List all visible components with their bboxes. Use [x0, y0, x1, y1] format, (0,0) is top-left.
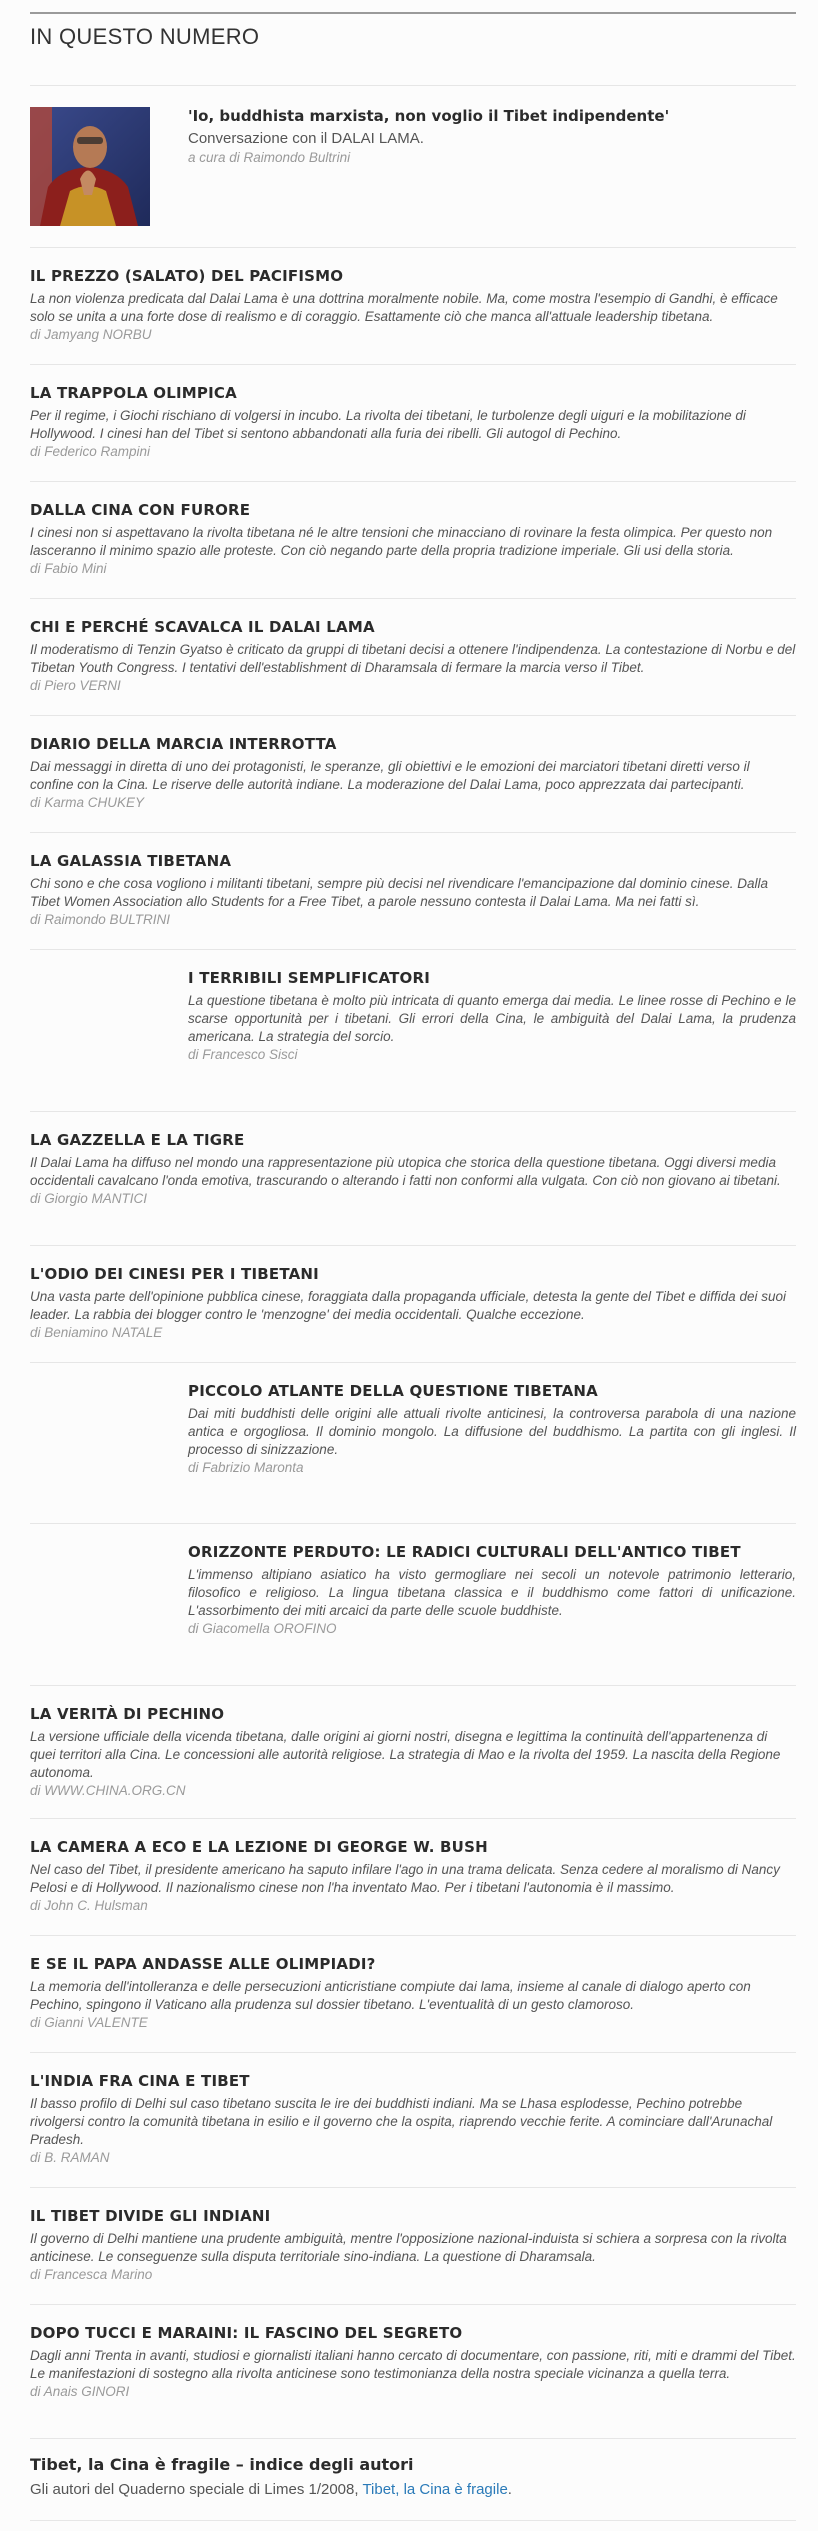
- article-description: Dagli anni Trenta in avanti, studiosi e giornalisti italiani hanno cercato di documentare, con passione, riti, miti e drammi del Tibet. Le manifestazioni di sostegno alla rivolta anticinese sono testimonianza della nostra speciale vicinanza a quella terra.: [30, 2348, 796, 2381]
- article-title[interactable]: PICCOLO ATLANTE DELLA QUESTIONE TIBETANA: [188, 1382, 598, 1400]
- divider: [30, 1111, 796, 1112]
- author-index-title[interactable]: Tibet, la Cina è fragile – indice degli autori: [30, 2455, 414, 2474]
- article[interactable]: [30, 2071, 796, 2167]
- divider: [30, 715, 796, 716]
- article[interactable]: [188, 1381, 796, 1477]
- article-title[interactable]: L'ODIO DEI CINESI PER I TIBETANI: [30, 1265, 319, 1283]
- divider: [30, 85, 796, 86]
- article-title[interactable]: LA VERITÀ DI PECHINO: [30, 1705, 225, 1723]
- divider: [30, 2187, 796, 2188]
- divider: [30, 247, 796, 248]
- article-description: Chi sono e che cosa vogliono i militanti tibetani, sempre più decisi nel rivendicare l'emancipazione dal dominio cinese. Dalla Tibet Women Association allo Students for a Free Tibet, a parole nessuno contesta il Dalai Lama. Ma nei fatti sì.: [30, 876, 768, 909]
- dalai-lama-photo: [30, 107, 150, 226]
- article-author: di Fabio Mini: [30, 561, 107, 576]
- article-author: di Piero VERNI: [30, 678, 121, 693]
- article-title[interactable]: LA GALASSIA TIBETANA: [30, 852, 232, 870]
- featured-subtitle: Conversazione con il DALAI LAMA.: [188, 130, 424, 147]
- page-title: IN QUESTO NUMERO: [30, 24, 260, 49]
- article[interactable]: [30, 851, 796, 929]
- article[interactable]: [30, 734, 796, 812]
- article[interactable]: [30, 617, 796, 695]
- divider: [30, 364, 796, 365]
- article-author: di Fabrizio Maronta: [188, 1460, 304, 1475]
- article[interactable]: [30, 500, 796, 578]
- divider: [30, 1245, 796, 1246]
- featured-author: a cura di Raimondo Bultrini: [188, 150, 351, 165]
- article[interactable]: [30, 1704, 796, 1800]
- article-author: di B. RAMAN: [30, 2150, 110, 2165]
- article[interactable]: [30, 1130, 796, 1208]
- divider: [30, 598, 796, 599]
- article-title[interactable]: DIARIO DELLA MARCIA INTERROTTA: [30, 735, 337, 753]
- article[interactable]: [30, 383, 796, 461]
- article-title[interactable]: IL PREZZO (SALATO) DEL PACIFISMO: [30, 267, 344, 285]
- divider: [30, 1362, 796, 1363]
- divider: [30, 1935, 796, 1936]
- article-author: di Karma CHUKEY: [30, 795, 145, 810]
- article-description: Una vasta parte dell'opinione pubblica cinese, foraggiata dalla propaganda ufficiale, detesta la gente del Tibet e diffida dei suoi leader. La rabbia dei blogger contro le 'menzogne' dei media occidentali. Qualche eccezione.: [30, 1289, 786, 1322]
- article[interactable]: [30, 2323, 796, 2401]
- article-title[interactable]: E SE IL PAPA ANDASSE ALLE OLIMPIADI?: [30, 1955, 376, 1973]
- article-description: La questione tibetana è molto più intricata di quanto emerga dai media. Le linee rosse di Pechino e le scarse opportunità per i tibetani. Gli errori della Cina, le ambiguità del Dalai Lama, la prudenza americana. La strategia del sorcio.: [188, 993, 796, 1044]
- featured-image[interactable]: [30, 107, 150, 226]
- article-description: La non violenza predicata dal Dalai Lama è una dottrina moralmente nobile. Ma, come mostra l'esempio di Gandhi, è efficace solo se unita a una forte dose di realismo e di coraggio. Esattamente ciò che manca all'attuale leadership tibetana.: [30, 291, 778, 324]
- article-description: Dai messaggi in diretta di uno dei protagonisti, le speranze, gli obiettivi e le emozioni dei marciatori tibetani diretti verso il confine con la Cina. Le riserve delle autorità indiane. La moderazione del Dalai Lama, poco apprezzata dai partecipanti.: [30, 759, 750, 792]
- author-index-link[interactable]: Tibet, la Cina è fragile: [362, 2481, 508, 2498]
- article-author: di John C. Hulsman: [30, 1898, 148, 1913]
- article-description: I cinesi non si aspettavano la rivolta tibetana né le altre tensioni che minacciano di rovinare la festa olimpica. Per questo non lasceranno il minimo spazio alle proteste. Con ciò negando parte della propria tradizione imperiale. Gli usi della storia.: [30, 525, 773, 558]
- divider: [30, 1818, 796, 1819]
- divider: [30, 949, 796, 950]
- article-title[interactable]: LA CAMERA A ECO E LA LEZIONE DI GEORGE W. BUSH: [30, 1838, 488, 1856]
- divider: [30, 1685, 796, 1686]
- article-author: di WWW.CHINA.ORG.CN: [30, 1783, 186, 1798]
- article-description: Il Dalai Lama ha diffuso nel mondo una rappresentazione più utopica che storica della questione tibetana. Oggi diversi media occidentali cavalcano l'onda emotiva, trascurando o alterando i fatti non conformi alla vulgata. Con ciò non giovano ai tibetani.: [30, 1155, 781, 1188]
- article[interactable]: [30, 1954, 796, 2032]
- article-description: Il governo di Delhi mantiene una prudente ambiguità, mentre l'opposizione nazional-induista si schiera a sorpresa con la rivolta anticinese. Le conseguenze sulla disputa territoriale sino-indiana. La questione di Dharamsala.: [30, 2231, 787, 2264]
- article[interactable]: [30, 1264, 796, 1342]
- featured-article[interactable]: [188, 106, 796, 167]
- divider: [30, 1523, 796, 1524]
- featured-title[interactable]: 'Io, buddhista marxista, non voglio il Tibet indipendente': [188, 107, 670, 125]
- article-description: La versione ufficiale della vicenda tibetana, dalle origini ai giorni nostri, disegna e legittima la continuità dell'appartenenza di quei territori alla Cina. Le concessioni alle autorità religiose. La strategia di Mao e la rivolta del 1959. La nascita della Regione autonoma.: [30, 1729, 781, 1780]
- article-author: di Beniamino NATALE: [30, 1325, 163, 1340]
- article-author: di Raimondo BULTRINI: [30, 912, 171, 927]
- article-author: di Jamyang NORBU: [30, 327, 152, 342]
- article[interactable]: [188, 1542, 796, 1638]
- article[interactable]: [30, 266, 796, 344]
- article-author: di Francesca Marino: [30, 2267, 153, 2282]
- article-description: La memoria dell'intolleranza e delle persecuzioni anticristiane compiute dai lama, insieme al canale di dialogo aperto con Pechino, spingono il Vaticano alla prudenza sul dossier tibetano. L'eventualità di un gesto clamoroso.: [30, 1979, 751, 2012]
- article[interactable]: [30, 1837, 796, 1915]
- article-description: Nel caso del Tibet, il presidente americano ha saputo infilare l'ago in una trama delicata. Senza cedere al moralismo di Nancy Pelosi e di Hollywood. Il nazionalismo cinese non l'ha inventato Mao. Per i tibetani l'autonomia è il massimo.: [30, 1862, 780, 1895]
- divider: [30, 481, 796, 482]
- author-index-text: [30, 2480, 796, 2500]
- article[interactable]: [188, 968, 796, 1064]
- article-description: Dai miti buddhisti delle origini alle attuali rivolte anticinesi, la controversa parabola di una nazione antica e orgogliosa. Il dominio mongolo. La diffusione del buddhismo. La partita con gli inglesi. Il processo di sinizzazione.: [188, 1406, 796, 1457]
- divider: [30, 2304, 796, 2305]
- article-description: Per il regime, i Giochi rischiano di volgersi in incubo. La rivolta dei tibetani, le turbolenze degli uiguri e la mobilitazione di Hollywood. I cinesi han del Tibet si sentono abbandonati alla furia dei ribelli. Gli autogol di Pechino.: [30, 408, 746, 441]
- article-title[interactable]: DOPO TUCCI E MARAINI: IL FASCINO DEL SEGRETO: [30, 2324, 463, 2342]
- article-description: Il basso profilo di Delhi sul caso tibetano suscita le ire dei buddhisti indiani. Ma se Lhasa esplodesse, Pechino potrebbe rivolgersi contro la comunità tibetana in esilio e il governo che la ospita, riaprendo vecchie ferite. A cominciare dall'Arunachal Pradesh.: [30, 2096, 773, 2147]
- article-author: di Giorgio MANTICI: [30, 1191, 148, 1206]
- divider: [30, 2052, 796, 2053]
- article-title[interactable]: LA GAZZELLA E LA TIGRE: [30, 1131, 245, 1149]
- article-author: di Francesco Sisci: [188, 1047, 298, 1062]
- article-title[interactable]: IL TIBET DIVIDE GLI INDIANI: [30, 2207, 271, 2225]
- article-description: L'immenso altipiano asiatico ha visto germogliare nei secoli un notevole patrimonio letterario, filosofico e religioso. La lingua tibetana classica e il buddhismo come fattori di unificazione. L'assorbimento dei miti arcaici da parte delle scuole buddhiste.: [188, 1567, 796, 1618]
- article-author: di Gianni VALENTE: [30, 2015, 148, 2030]
- article-author: di Giacomella OROFINO: [188, 1621, 337, 1636]
- article-author: di Federico Rampini: [30, 444, 151, 459]
- author-index-period: .: [507, 2481, 512, 2498]
- article-title[interactable]: LA TRAPPOLA OLIMPICA: [30, 384, 237, 402]
- author-index: [30, 2454, 796, 2500]
- author-index-lead: Gli autori del Quaderno speciale di Limes 1/2008,: [30, 2481, 359, 2498]
- divider: [30, 2520, 796, 2521]
- article-description: Il moderatismo di Tenzin Gyatso è criticato da gruppi di tibetani decisi a ottenere l'indipendenza. La contestazione di Norbu e del Tibetan Youth Congress. I tentativi dell'establishment di Dharamsala di fermare la marcia verso il Tibet.: [30, 642, 796, 675]
- article-title[interactable]: ORIZZONTE PERDUTO: LE RADICI CULTURALI DELL'ANTICO TIBET: [188, 1543, 741, 1561]
- article-author: di Anais GINORI: [30, 2384, 130, 2399]
- top-rule: [30, 12, 796, 14]
- article-title[interactable]: L'INDIA FRA CINA E TIBET: [30, 2072, 250, 2090]
- divider: [30, 832, 796, 833]
- article[interactable]: [30, 2206, 796, 2284]
- article-title[interactable]: I TERRIBILI SEMPLIFICATORI: [188, 969, 431, 987]
- article-title[interactable]: CHI E PERCHÉ SCAVALCA IL DALAI LAMA: [30, 618, 375, 636]
- divider: [30, 2438, 796, 2439]
- article-title[interactable]: DALLA CINA CON FURORE: [30, 501, 251, 519]
